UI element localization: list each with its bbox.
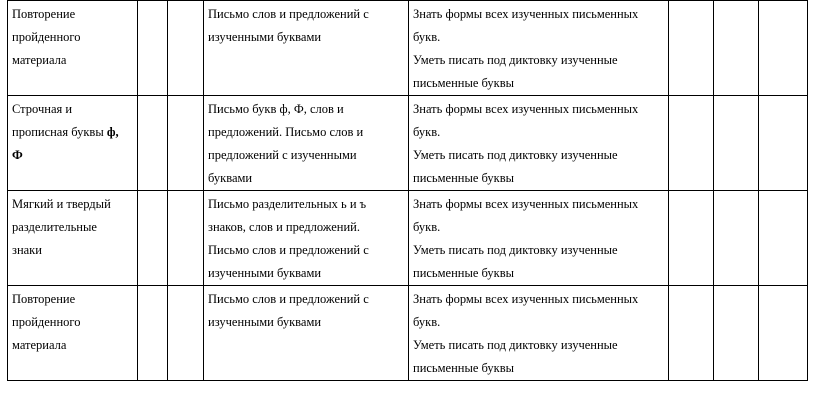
table-row bbox=[8, 191, 808, 286]
outcome-line: Уметь писать под диктовку изученные bbox=[413, 53, 618, 67]
topic-line: материала bbox=[12, 53, 67, 67]
content-cell bbox=[204, 286, 409, 381]
empty-cell bbox=[714, 286, 759, 381]
table-row bbox=[8, 96, 808, 191]
outcome-line: Уметь писать под диктовку изученные bbox=[413, 148, 618, 162]
date-cell bbox=[168, 191, 204, 286]
table-row bbox=[8, 1, 808, 96]
outcome-line: письменные буквы bbox=[413, 361, 515, 375]
topic-line: разделительные bbox=[12, 220, 97, 234]
outcome-line: букв. bbox=[413, 125, 441, 139]
topic-line: Повторение bbox=[12, 7, 76, 21]
outcomes-cell bbox=[409, 286, 669, 381]
content-line: изученными буквами bbox=[208, 266, 322, 280]
content-line: изученными буквами bbox=[208, 315, 322, 329]
content-line: предложений с изученными bbox=[208, 148, 357, 162]
date-cell bbox=[168, 1, 204, 96]
outcomes-cell bbox=[409, 191, 669, 286]
topic-line bbox=[12, 144, 133, 167]
content-line: Письмо слов и предложений с bbox=[208, 243, 369, 257]
topic-line: Повторение bbox=[12, 292, 76, 306]
empty-cell bbox=[669, 191, 714, 286]
outcome-line: письменные буквы bbox=[413, 266, 515, 280]
content-line: предложений. Письмо слов и bbox=[208, 125, 364, 139]
content-cell bbox=[204, 96, 409, 191]
empty-cell bbox=[759, 1, 808, 96]
topic-cell bbox=[8, 96, 138, 191]
outcome-line: Знать формы всех изученных письменных bbox=[413, 197, 639, 211]
empty-cell bbox=[759, 96, 808, 191]
lesson-plan-table bbox=[7, 0, 808, 381]
content-line: изученными буквами bbox=[208, 30, 322, 44]
empty-cell bbox=[669, 96, 714, 191]
content-line: Письмо слов и предложений с bbox=[208, 292, 369, 306]
empty-cell bbox=[714, 96, 759, 191]
date-cell bbox=[168, 96, 204, 191]
hours-cell bbox=[138, 191, 168, 286]
empty-cell bbox=[669, 1, 714, 96]
topic-line bbox=[12, 121, 133, 144]
outcome-line: Уметь писать под диктовку изученные bbox=[413, 338, 618, 352]
content-line: знаков, слов и предложений. bbox=[208, 220, 360, 234]
content-line: Письмо слов и предложений с bbox=[208, 7, 369, 21]
topic-cell bbox=[8, 1, 138, 96]
hours-cell bbox=[138, 286, 168, 381]
outcome-line: Знать формы всех изученных письменных bbox=[413, 102, 639, 116]
content-line: Письмо разделительных ь и ъ bbox=[208, 197, 367, 211]
hours-cell bbox=[138, 96, 168, 191]
outcome-line: Знать формы всех изученных письменных bbox=[413, 7, 639, 21]
topic-line: Строчная и bbox=[12, 102, 73, 116]
outcome-line: Знать формы всех изученных письменных bbox=[413, 292, 639, 306]
topic-bold-letters: ф, bbox=[106, 125, 119, 139]
topic-line: Мягкий и твердый bbox=[12, 197, 111, 211]
outcome-line: букв. bbox=[413, 315, 441, 329]
empty-cell bbox=[714, 1, 759, 96]
content-cell bbox=[204, 1, 409, 96]
topic-bold-letters: Ф bbox=[12, 148, 23, 162]
outcomes-cell bbox=[409, 1, 669, 96]
topic-cell bbox=[8, 191, 138, 286]
topic-cell bbox=[8, 286, 138, 381]
empty-cell bbox=[714, 191, 759, 286]
empty-cell bbox=[669, 286, 714, 381]
outcomes-cell bbox=[409, 96, 669, 191]
date-cell bbox=[168, 286, 204, 381]
table-row bbox=[8, 286, 808, 381]
content-line: буквами bbox=[208, 171, 253, 185]
outcome-line: письменные буквы bbox=[413, 76, 515, 90]
topic-line: пройденного bbox=[12, 315, 81, 329]
outcome-line: букв. bbox=[413, 220, 441, 234]
topic-line: материала bbox=[12, 338, 67, 352]
hours-cell bbox=[138, 1, 168, 96]
content-line: Письмо букв ф, Ф, слов и bbox=[208, 102, 344, 116]
empty-cell bbox=[759, 191, 808, 286]
topic-text: прописная буквы bbox=[12, 125, 107, 139]
empty-cell bbox=[759, 286, 808, 381]
outcome-line: букв. bbox=[413, 30, 441, 44]
topic-line: пройденного bbox=[12, 30, 81, 44]
outcome-line: письменные буквы bbox=[413, 171, 515, 185]
topic-line: знаки bbox=[12, 243, 42, 257]
content-cell bbox=[204, 191, 409, 286]
outcome-line: Уметь писать под диктовку изученные bbox=[413, 243, 618, 257]
